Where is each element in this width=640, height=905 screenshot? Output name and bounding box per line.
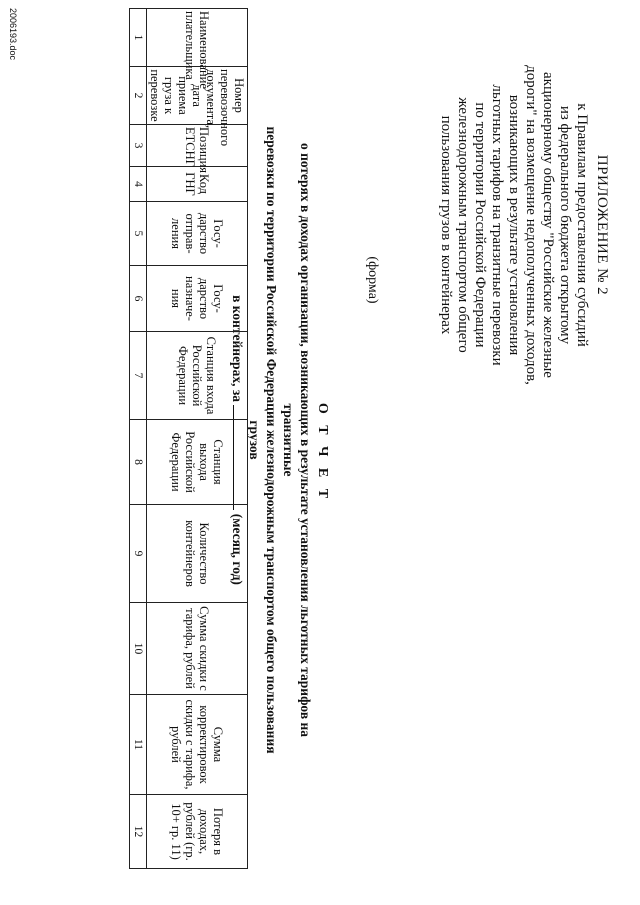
table-header-row bbox=[147, 9, 248, 869]
appendix-line: акционерному обществу "Российские железные bbox=[540, 72, 556, 378]
column-number: 5 bbox=[130, 202, 147, 266]
appendix-line: по территории Российской Федерации bbox=[472, 102, 488, 348]
column-header: Госу- дарство назначе- ния bbox=[147, 266, 248, 332]
column-number: 1 bbox=[130, 9, 147, 67]
column-header: Номер перевозочного документа, дата приема груза к перевозке bbox=[147, 67, 248, 125]
column-number: 10 bbox=[130, 603, 147, 695]
column-number: 11 bbox=[130, 695, 147, 795]
report-table bbox=[129, 8, 248, 869]
column-header: Код ГНГ bbox=[147, 167, 248, 202]
column-header: Сумма корректировок скидки с тарифа, рублей bbox=[147, 695, 248, 795]
column-header: Количество контейнеров bbox=[147, 505, 248, 603]
appendix-line: пользования грузов в контейнерах bbox=[438, 115, 454, 335]
column-number: 7 bbox=[130, 332, 147, 420]
period-prefix: в контейнерах, за bbox=[230, 295, 245, 402]
form-label: (форма) bbox=[365, 256, 380, 304]
column-number: 3 bbox=[130, 125, 147, 167]
column-header: Станция входа Российской Федерации bbox=[147, 332, 248, 420]
column-number: 2 bbox=[130, 67, 147, 125]
appendix-line: возникающих в результате установления bbox=[506, 94, 522, 356]
report-title: О Т Ч Е Т bbox=[315, 402, 330, 503]
column-number: 12 bbox=[130, 795, 147, 869]
column-header: Наименование плательщика bbox=[147, 9, 248, 67]
file-name: 2006193.doc bbox=[8, 8, 18, 61]
appendix-line: из федерального бюджета открытому bbox=[557, 105, 573, 345]
column-number: 4 bbox=[130, 167, 147, 202]
appendix-line: железнодорожным транспортом общего bbox=[455, 97, 471, 353]
column-number: 6 bbox=[130, 266, 147, 332]
appendix-heading: ПРИЛОЖЕНИЕ № 2 bbox=[594, 154, 610, 296]
column-header: Позиция ЕТСНГ bbox=[147, 125, 248, 167]
appendix-line: к Правилам предоставления субсидий bbox=[574, 103, 590, 347]
column-header: Госу- дарство отправ- ления bbox=[147, 202, 248, 266]
column-number: 8 bbox=[130, 420, 147, 505]
column-number: 9 bbox=[130, 505, 147, 603]
table-number-row bbox=[130, 9, 147, 869]
appendix-line: льготных тарифов на транзитные перевозки bbox=[489, 84, 505, 366]
period-suffix: (месяц, год) bbox=[230, 513, 245, 585]
column-header: Сумма скидки с тарифа, рублей bbox=[147, 603, 248, 695]
report-subtitle-line: перевозки по территории Российской Федерации железнодорожным транспортом общего пользования грузов bbox=[247, 126, 279, 754]
appendix-block bbox=[437, 45, 610, 405]
column-header: Станция выхода Российской Федерации bbox=[147, 420, 248, 505]
column-header: Потеря в доходах, рублей (гр. 10+ гр. 11) bbox=[147, 795, 248, 869]
appendix-line: дороги" на возмещение недополученных доходов, bbox=[523, 65, 539, 385]
report-subtitle-line: о потерях в доходах организации, возникающих в результате установления льготных тарифов на транзитные bbox=[281, 142, 313, 738]
